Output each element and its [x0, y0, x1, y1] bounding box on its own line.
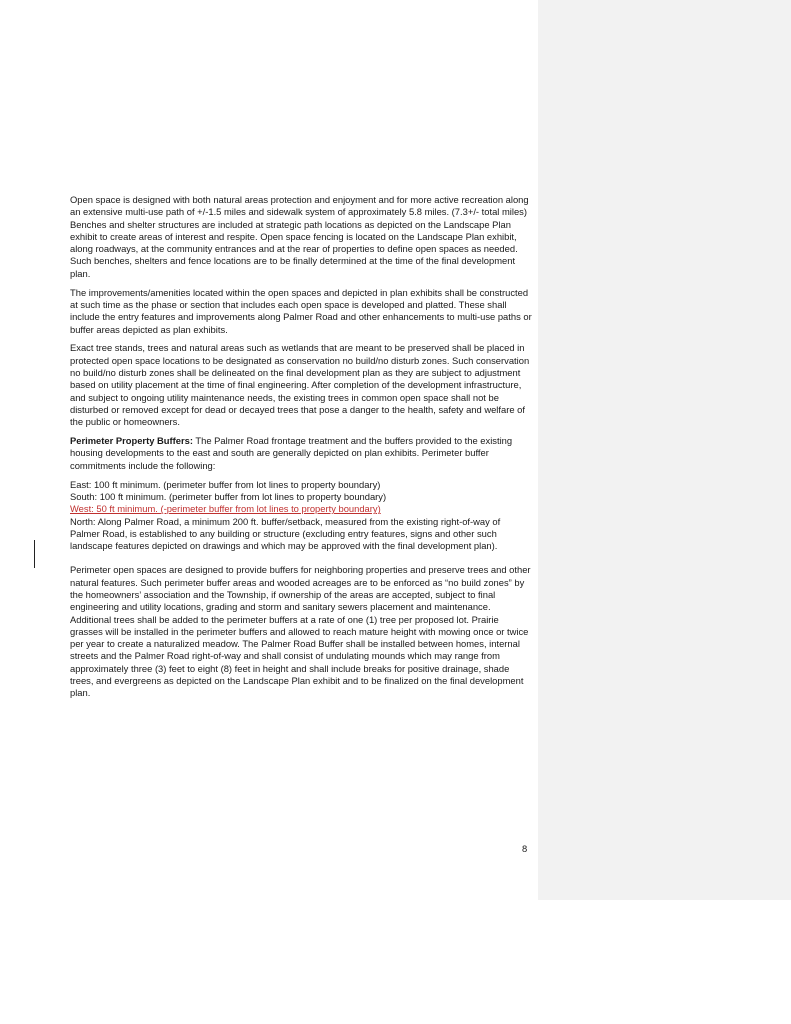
perimeter-buffers-heading: Perimeter Property Buffers:: [70, 435, 193, 447]
buffer-east: East: 100 ft minimum. (perimeter buffer from lot lines to property boundary): [70, 478, 381, 490]
paragraph-perimeter-open-spaces: Perimeter open spaces are designed to provide buffers for neighboring properties and preserve trees and other natural features. Such perimeter buffer areas and wooded acreages are to be enforced as “no build zones” by the homeowners’ association and the Township, if ownership of the areas are accepted, subject to final engineering and utility locations, grading and storm and sanitary sewers placement and maintenance. Additional trees shall be added to the perimeter buffers at a rate of one (1) tree per proposed lot. Prairie grasses will be installed in the perimeter buffers and allowed to reach mature height with mowing once or twice per year to create a naturalized meadow. The Palmer Road Buffer shall be installed between homes, internal streets and the Palmer Road right-of-way and shall consist of undulating mounds which may range from approximately three (3) feet to eight (8) feet in height and shall include breaks for positive drainage, shade trees, and evergreens as depicted on the Landscape Plan exhibit and to be finalized on the final development plan.: [70, 564, 531, 699]
buffer-commitments-list: [70, 479, 532, 553]
paragraph-tree-stands: Exact tree stands, trees and natural areas such as wetlands that are meant to be preserved shall be placed in protected open space locations to be designated as conservation no build/no disturb zones. Such conservation no build/no disturb zones shall be delineated on the final development plan as they are subject to adjustment based on utility placement at the time of final engineering. After completion of the development infrastructure, and subject to ongoing utility maintenance needs, the existing trees in common open space shall not be disturbed or removed except for dead or decayed trees that pose a danger to the health, safety and welfare of the public or homeowners.: [70, 342, 530, 428]
buffer-north: North: Along Palmer Road, a minimum 200 ft. buffer/setback, measured from the existing right-of-way of Palmer Road, is established to any building or structure (excluding entry features, signs and other such landscape features depicted on drawings and which may be approved with the final development plan).: [70, 515, 501, 552]
buffer-west-tracked-change: West: 50 ft minimum. (-perimeter buffer from lot lines to property boundary): [70, 503, 381, 515]
page-number: 8: [522, 843, 528, 854]
perimeter-buffers-text: The Palmer Road frontage treatment and the buffers provided to the existing housing developments to the east and south are generally depicted on plan exhibits. Perimeter buffer commitments include the following:: [70, 435, 513, 471]
document-body: [70, 194, 532, 706]
comment-margin-pane: [538, 0, 791, 900]
revision-change-bar: [34, 540, 35, 568]
paragraph-open-space: Open space is designed with both natural areas protection and enjoyment and for more active recreation along an extensive multi-use path of +/-1.5 miles and sidewalk system of approximately 5.8 miles. (7.3+/- total miles) Benches and shelter structures are included at strategic path locations as depicted on the Landscape Plan exhibit to create areas of interest and respite. Open space fencing is located on the Landscape Plan exhibit, along roadways, at the community entrances and at the rear of properties to define open spaces as needed. Such benches, shelters and fence locations are to be finally determined at the time of the final development plan.: [70, 194, 529, 279]
buffer-south: South: 100 ft minimum. (perimeter buffer from lot lines to property boundary): [70, 490, 387, 502]
paragraph-perimeter-buffers: [70, 435, 532, 472]
paragraph-improvements: The improvements/amenities located within the open spaces and depicted in plan exhibits shall be constructed at such time as the phase or section that includes each open space is developed and platted. These shall include the entry features and improvements along Palmer Road and other enhancements to multi-use paths or buffer areas depicted as plan exhibits.: [70, 286, 532, 335]
paragraph-spacer: [70, 552, 532, 564]
